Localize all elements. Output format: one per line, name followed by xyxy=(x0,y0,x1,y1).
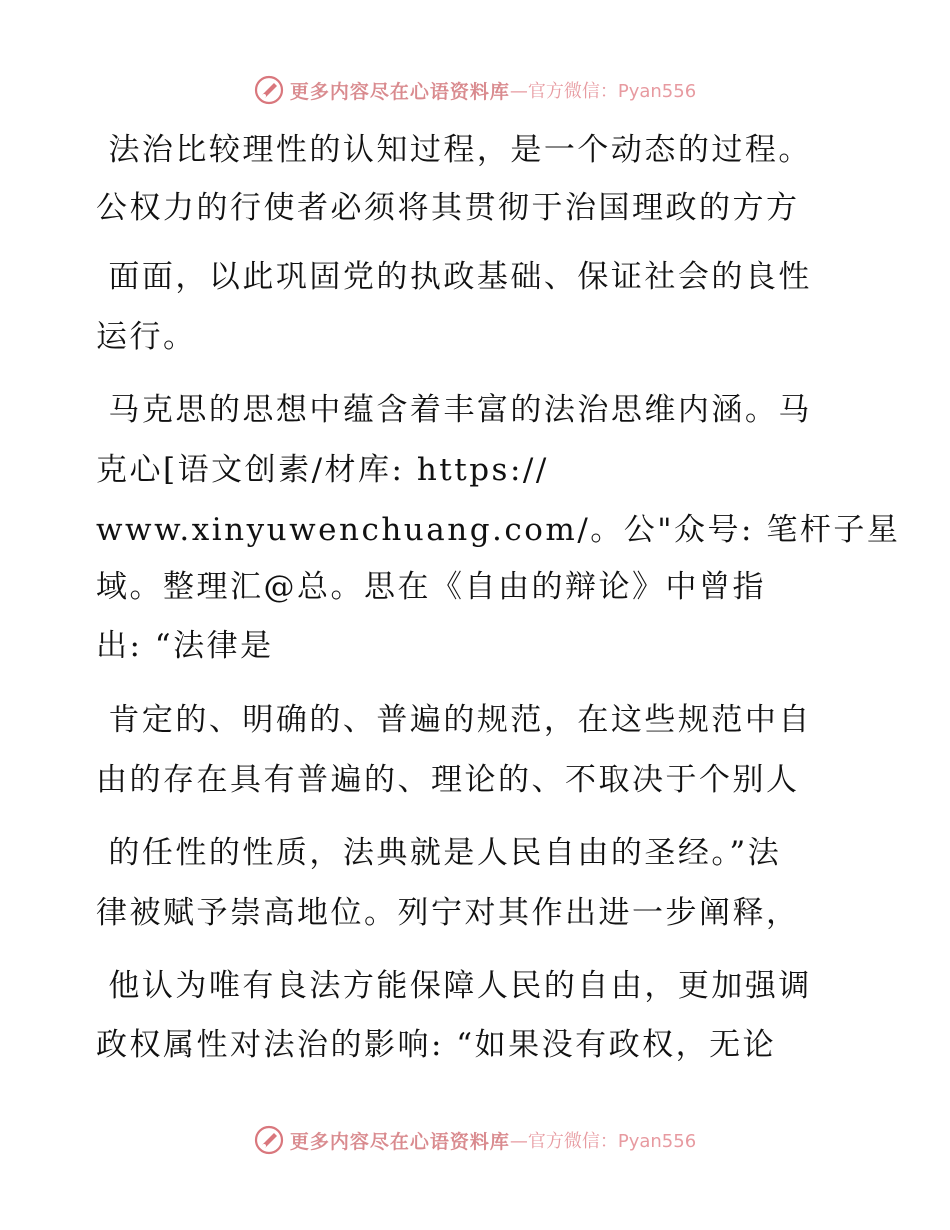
body-line-11: 由的存在具有普遍的、理论的、不取决于个别人 xyxy=(96,762,800,798)
body-line-1: 法治比较理性的认知过程，是一个动态的过程。 xyxy=(96,132,812,168)
body-line-14: 他认为唯有良法方能保障人民的自由，更加强调 xyxy=(96,968,812,1004)
watermark-logo-icon xyxy=(254,75,284,105)
watermark-library-text: 更多内容尽在心语资料库 xyxy=(289,1130,510,1153)
watermark-library-text: 更多内容尽在心语资料库 xyxy=(289,80,510,103)
watermark-footer xyxy=(0,1120,950,1160)
body-line-10: 肯定的、明确的、普遍的规范，在这些规范中自 xyxy=(96,702,812,738)
body-line-2: 公权力的行使者必须将其贯彻于治国理政的方方 xyxy=(96,190,800,226)
watermark-logo-icon xyxy=(254,1125,284,1155)
body-line-3: 面面，以此巩固党的执政基础、保证社会的良性 xyxy=(96,259,812,295)
body-line-15: 政权属性对法治的影响: “如果没有政权，无论 xyxy=(96,1027,777,1063)
body-line-9: 出: “法律是 xyxy=(96,628,274,664)
watermark-header xyxy=(0,70,950,110)
body-line-5: 马克思的思想中蕴含着丰富的法治思维内涵。马 xyxy=(96,392,812,428)
body-line-13: 律被赋予崇高地位。列宁对其作出进一步阐释， xyxy=(96,895,800,931)
body-line-8: 域。整理汇@总。思在《自由的辩论》中曾指 xyxy=(96,569,766,605)
body-line-4: 运行。 xyxy=(96,319,197,355)
body-line-12: 的任性的性质，法典就是人民自由的圣经。”法 xyxy=(96,835,782,871)
body-line-7: www.xinyuwenchuang.com/。公"众号: 笔杆子星 xyxy=(96,512,901,548)
watermark-contact-text: —官方微信：Pyan556 xyxy=(509,1131,697,1152)
body-line-6: 克心[语文创素/材库: https:// xyxy=(96,452,549,488)
watermark-contact-text: —官方微信：Pyan556 xyxy=(509,81,697,102)
